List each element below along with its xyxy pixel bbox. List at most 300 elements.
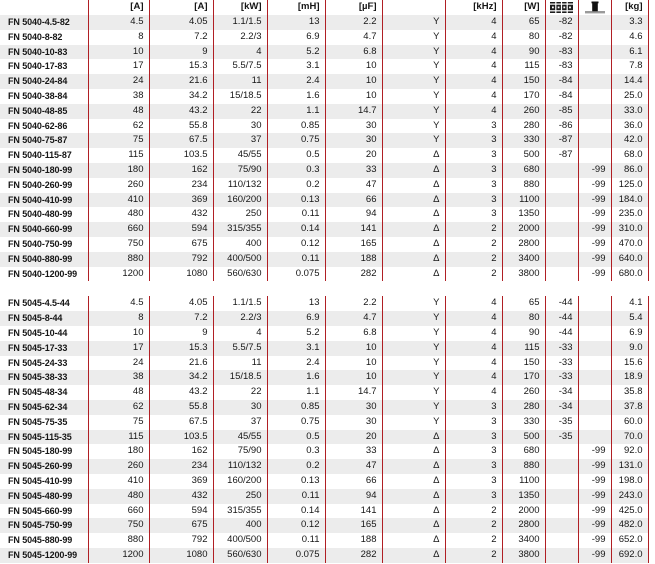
value-cell: Δ: [382, 489, 445, 504]
value-cell: -86: [545, 119, 578, 134]
value-cell: -82: [545, 30, 578, 45]
value-cell: 30: [325, 133, 382, 148]
value-cell: 30: [325, 400, 382, 415]
table-row: [0, 518, 648, 533]
value-cell: 2800: [502, 237, 545, 252]
table-row: [0, 504, 648, 519]
value-cell: 110/132: [213, 459, 267, 474]
value-cell: Y: [382, 45, 445, 60]
value-cell: 400: [213, 518, 267, 533]
part-number-cell: FN 5040-75-87: [0, 133, 88, 148]
part-number-cell: FN 5045-480-99: [0, 489, 88, 504]
value-cell: 1080: [149, 267, 213, 282]
value-cell: -34: [545, 385, 578, 400]
value-cell: 21.6: [149, 356, 213, 371]
value-cell: 14.4: [611, 74, 648, 89]
value-cell: 180: [88, 163, 149, 178]
value-cell: 750: [88, 237, 149, 252]
value-cell: 0.11: [267, 533, 325, 548]
value-cell: 1200: [88, 548, 149, 563]
value-cell: 30: [325, 415, 382, 430]
value-cell: 3: [445, 163, 502, 178]
value-cell: 3: [445, 119, 502, 134]
value-cell: 1.1: [267, 104, 325, 119]
value-cell: -44: [545, 311, 578, 326]
part-number-cell: FN 5045-8-44: [0, 311, 88, 326]
value-cell: 7.8: [611, 59, 648, 74]
value-cell: -99: [578, 222, 611, 237]
value-cell: 1.1/1.5: [213, 15, 267, 30]
value-cell: 480: [88, 489, 149, 504]
value-cell: 6.9: [267, 311, 325, 326]
column-header-derated-current: [A]: [149, 0, 213, 15]
value-cell: 2.2/3: [213, 30, 267, 45]
value-cell: [545, 163, 578, 178]
column-header-connection: [382, 0, 445, 15]
value-cell: 47: [325, 459, 382, 474]
value-cell: 6.8: [325, 45, 382, 60]
value-cell: 48: [88, 104, 149, 119]
value-cell: [578, 370, 611, 385]
value-cell: [578, 45, 611, 60]
value-cell: 2: [445, 518, 502, 533]
value-cell: [545, 489, 578, 504]
value-cell: 131.0: [611, 459, 648, 474]
value-cell: [578, 59, 611, 74]
value-cell: 188: [325, 252, 382, 267]
value-cell: 10: [88, 45, 149, 60]
value-cell: 115: [88, 148, 149, 163]
column-header-inductance: [mH]: [267, 0, 325, 15]
value-cell: 2.4: [267, 74, 325, 89]
value-cell: 652.0: [611, 533, 648, 548]
value-cell: 10: [325, 341, 382, 356]
value-cell: 234: [149, 459, 213, 474]
value-cell: -84: [545, 89, 578, 104]
value-cell: 3: [445, 415, 502, 430]
value-cell: 13: [267, 296, 325, 311]
value-cell: 680: [502, 444, 545, 459]
value-cell: 15.3: [149, 59, 213, 74]
value-cell: [545, 518, 578, 533]
value-cell: 42.0: [611, 133, 648, 148]
value-cell: 62: [88, 400, 149, 415]
value-cell: -99: [578, 163, 611, 178]
value-cell: Y: [382, 15, 445, 30]
value-cell: Δ: [382, 459, 445, 474]
value-cell: [545, 459, 578, 474]
table-row: [0, 163, 648, 178]
value-cell: 1080: [149, 548, 213, 563]
value-cell: 10: [325, 356, 382, 371]
table-row: [0, 267, 648, 282]
value-cell: 3: [445, 207, 502, 222]
value-cell: 880: [502, 459, 545, 474]
value-cell: 180: [88, 444, 149, 459]
value-cell: [578, 356, 611, 371]
value-cell: 37: [213, 415, 267, 430]
value-cell: 3800: [502, 267, 545, 282]
table-row: [0, 252, 648, 267]
value-cell: Δ: [382, 504, 445, 519]
value-cell: 11: [213, 356, 267, 371]
value-cell: 4: [445, 296, 502, 311]
value-cell: 38: [88, 89, 149, 104]
value-cell: [545, 193, 578, 208]
value-cell: -33: [545, 341, 578, 356]
part-number-cell: FN 5040-115-87: [0, 148, 88, 163]
value-cell: 4.7: [325, 311, 382, 326]
value-cell: 20: [325, 430, 382, 445]
value-cell: 184.0: [611, 193, 648, 208]
value-cell: 66: [325, 474, 382, 489]
value-cell: 15.6: [611, 356, 648, 371]
value-cell: 6.9: [267, 30, 325, 45]
value-cell: 2000: [502, 222, 545, 237]
part-number-cell: FN 5040-24-84: [0, 74, 88, 89]
value-cell: 6.1: [611, 45, 648, 60]
value-cell: 310.0: [611, 222, 648, 237]
value-cell: 1200: [88, 267, 149, 282]
filter-spec-table-fn5045: [0, 296, 649, 562]
value-cell: 2: [445, 252, 502, 267]
value-cell: [578, 148, 611, 163]
part-number-cell: FN 5040-480-99: [0, 207, 88, 222]
value-cell: 7.2: [149, 30, 213, 45]
value-cell: 792: [149, 252, 213, 267]
part-number-cell: FN 5045-410-99: [0, 474, 88, 489]
value-cell: 400/500: [213, 533, 267, 548]
value-cell: [578, 326, 611, 341]
value-cell: -99: [578, 533, 611, 548]
value-cell: 165: [325, 237, 382, 252]
value-cell: 17: [88, 59, 149, 74]
value-cell: 162: [149, 163, 213, 178]
value-cell: Δ: [382, 548, 445, 563]
terminal-block-icon: [546, 2, 578, 13]
value-cell: 250: [213, 489, 267, 504]
value-cell: [545, 178, 578, 193]
value-cell: Δ: [382, 252, 445, 267]
value-cell: Y: [382, 74, 445, 89]
value-cell: 0.85: [267, 119, 325, 134]
part-number-cell: FN 5040-660-99: [0, 222, 88, 237]
value-cell: 38: [88, 370, 149, 385]
value-cell: [545, 474, 578, 489]
value-cell: [578, 296, 611, 311]
column-header-weight: [kg]: [611, 0, 648, 15]
value-cell: 4: [445, 385, 502, 400]
value-cell: 8: [88, 311, 149, 326]
value-cell: 13: [267, 15, 325, 30]
value-cell: 10: [325, 74, 382, 89]
value-cell: 234: [149, 178, 213, 193]
value-cell: 170: [502, 89, 545, 104]
value-cell: [578, 15, 611, 30]
value-cell: -44: [545, 296, 578, 311]
value-cell: 692.0: [611, 548, 648, 563]
value-cell: [545, 222, 578, 237]
value-cell: -99: [578, 474, 611, 489]
value-cell: 5.2: [267, 326, 325, 341]
value-cell: 0.11: [267, 207, 325, 222]
value-cell: 4: [445, 74, 502, 89]
value-cell: [578, 89, 611, 104]
value-cell: 5.4: [611, 311, 648, 326]
value-cell: 55.8: [149, 119, 213, 134]
value-cell: Y: [382, 89, 445, 104]
value-cell: 3.3: [611, 15, 648, 30]
table-row: [0, 296, 648, 311]
value-cell: 55.8: [149, 400, 213, 415]
value-cell: 75: [88, 415, 149, 430]
value-cell: 4.05: [149, 296, 213, 311]
part-number-cell: FN 5045-750-99: [0, 518, 88, 533]
value-cell: Δ: [382, 533, 445, 548]
value-cell: 680: [502, 163, 545, 178]
value-cell: 14.7: [325, 385, 382, 400]
value-cell: 1350: [502, 207, 545, 222]
value-cell: [545, 548, 578, 563]
value-cell: 75/90: [213, 444, 267, 459]
value-cell: 33.0: [611, 104, 648, 119]
part-number-cell: FN 5040-410-99: [0, 193, 88, 208]
part-number-cell: FN 5045-180-99: [0, 444, 88, 459]
value-cell: Δ: [382, 518, 445, 533]
value-cell: 5.5/7.5: [213, 59, 267, 74]
value-cell: 22: [213, 104, 267, 119]
value-cell: 67.5: [149, 133, 213, 148]
table-row: [0, 444, 648, 459]
value-cell: Y: [382, 30, 445, 45]
value-cell: 2: [445, 504, 502, 519]
value-cell: 6.8: [325, 326, 382, 341]
value-cell: 9.0: [611, 341, 648, 356]
value-cell: 792: [149, 533, 213, 548]
value-cell: 3: [445, 459, 502, 474]
value-cell: 1350: [502, 489, 545, 504]
value-cell: 330: [502, 133, 545, 148]
value-cell: 3: [445, 400, 502, 415]
value-cell: 24: [88, 356, 149, 371]
value-cell: 660: [88, 222, 149, 237]
value-cell: -84: [545, 74, 578, 89]
value-cell: 35.8: [611, 385, 648, 400]
value-cell: 2.2/3: [213, 311, 267, 326]
value-cell: Δ: [382, 267, 445, 282]
value-cell: 15.3: [149, 341, 213, 356]
part-number-cell: FN 5040-48-85: [0, 104, 88, 119]
table-row: [0, 74, 648, 89]
value-cell: 24: [88, 74, 149, 89]
value-cell: 3.1: [267, 341, 325, 356]
part-number-cell: FN 5045-38-33: [0, 370, 88, 385]
table-row: [0, 207, 648, 222]
table-row: [0, 89, 648, 104]
table-row: [0, 400, 648, 415]
value-cell: 10: [325, 59, 382, 74]
value-cell: 68.0: [611, 148, 648, 163]
value-cell: 0.3: [267, 163, 325, 178]
value-cell: 0.2: [267, 178, 325, 193]
value-cell: 4: [445, 89, 502, 104]
value-cell: 2.2: [325, 296, 382, 311]
table-row: [0, 45, 648, 60]
column-header-switching-freq: [kHz]: [445, 0, 502, 15]
part-number-cell: FN 5045-4.5-44: [0, 296, 88, 311]
value-cell: 115: [502, 341, 545, 356]
value-cell: 36.0: [611, 119, 648, 134]
value-cell: 1.6: [267, 370, 325, 385]
value-cell: Y: [382, 296, 445, 311]
value-cell: 3: [445, 193, 502, 208]
value-cell: 10: [325, 370, 382, 385]
value-cell: -99: [578, 193, 611, 208]
value-cell: 4: [445, 15, 502, 30]
value-cell: 4.7: [325, 30, 382, 45]
value-cell: 369: [149, 193, 213, 208]
value-cell: Y: [382, 370, 445, 385]
value-cell: 425.0: [611, 504, 648, 519]
value-cell: 4.05: [149, 15, 213, 30]
value-cell: -87: [545, 133, 578, 148]
filter-spec-table-fn5040: [0, 0, 649, 281]
value-cell: 90: [502, 326, 545, 341]
value-cell: 880: [502, 178, 545, 193]
value-cell: -33: [545, 370, 578, 385]
value-cell: 4: [445, 356, 502, 371]
value-cell: 1.1: [267, 385, 325, 400]
value-cell: Δ: [382, 193, 445, 208]
value-cell: 86.0: [611, 163, 648, 178]
value-cell: 3400: [502, 252, 545, 267]
value-cell: 45/55: [213, 430, 267, 445]
value-cell: -99: [578, 267, 611, 282]
value-cell: Δ: [382, 222, 445, 237]
value-cell: 62: [88, 119, 149, 134]
value-cell: 3.1: [267, 59, 325, 74]
value-cell: 67.5: [149, 415, 213, 430]
value-cell: 8: [88, 30, 149, 45]
value-cell: Δ: [382, 178, 445, 193]
value-cell: 160/200: [213, 474, 267, 489]
value-cell: 560/630: [213, 267, 267, 282]
table-row: [0, 489, 648, 504]
part-number-cell: FN 5040-8-82: [0, 30, 88, 45]
value-cell: 2.2: [325, 15, 382, 30]
value-cell: 432: [149, 489, 213, 504]
header-row: [0, 0, 648, 15]
value-cell: 43.2: [149, 104, 213, 119]
value-cell: 11: [213, 74, 267, 89]
value-cell: 141: [325, 222, 382, 237]
table-row: [0, 15, 648, 30]
value-cell: 15/18.5: [213, 89, 267, 104]
value-cell: -34: [545, 400, 578, 415]
value-cell: 500: [502, 430, 545, 445]
value-cell: 0.13: [267, 474, 325, 489]
value-cell: 4: [445, 59, 502, 74]
value-cell: 3: [445, 474, 502, 489]
value-cell: 90: [502, 45, 545, 60]
value-cell: 2: [445, 237, 502, 252]
value-cell: 6.9: [611, 326, 648, 341]
column-header-motor-power: [kW]: [213, 0, 267, 15]
value-cell: 9: [149, 45, 213, 60]
value-cell: Y: [382, 385, 445, 400]
value-cell: 3: [445, 178, 502, 193]
part-number-cell: FN 5040-180-99: [0, 163, 88, 178]
value-cell: 4: [213, 326, 267, 341]
value-cell: 9: [149, 326, 213, 341]
value-cell: 3: [445, 444, 502, 459]
bolt-stud-icon: [579, 1, 611, 14]
table-row: [0, 104, 648, 119]
value-cell: Y: [382, 311, 445, 326]
value-cell: -44: [545, 326, 578, 341]
table-row: [0, 548, 648, 563]
value-cell: 0.12: [267, 237, 325, 252]
value-cell: 410: [88, 474, 149, 489]
value-cell: -99: [578, 504, 611, 519]
table-row: [0, 356, 648, 371]
value-cell: 400: [213, 237, 267, 252]
value-cell: 2800: [502, 518, 545, 533]
value-cell: 33: [325, 163, 382, 178]
value-cell: 560/630: [213, 548, 267, 563]
part-number-cell: FN 5040-62-86: [0, 119, 88, 134]
part-number-cell: FN 5040-4.5-82: [0, 15, 88, 30]
value-cell: [578, 400, 611, 415]
value-cell: 21.6: [149, 74, 213, 89]
value-cell: 3800: [502, 548, 545, 563]
table-row: [0, 222, 648, 237]
value-cell: [578, 341, 611, 356]
table-header: [0, 0, 648, 15]
value-cell: 0.2: [267, 459, 325, 474]
value-cell: Δ: [382, 237, 445, 252]
table-body-fn5040: [0, 15, 648, 281]
value-cell: 480: [88, 207, 149, 222]
value-cell: 243.0: [611, 489, 648, 504]
part-number-cell: FN 5040-260-99: [0, 178, 88, 193]
value-cell: 260: [502, 385, 545, 400]
value-cell: 1100: [502, 474, 545, 489]
column-header-power-loss: [W]: [502, 0, 545, 15]
value-cell: 0.075: [267, 548, 325, 563]
value-cell: 315/355: [213, 504, 267, 519]
table-row: [0, 430, 648, 445]
value-cell: 17: [88, 341, 149, 356]
value-cell: 5.2: [267, 45, 325, 60]
value-cell: Y: [382, 356, 445, 371]
value-cell: [545, 533, 578, 548]
value-cell: 115: [88, 430, 149, 445]
value-cell: -99: [578, 207, 611, 222]
value-cell: 4.5: [88, 296, 149, 311]
value-cell: 0.14: [267, 222, 325, 237]
value-cell: 260: [88, 178, 149, 193]
value-cell: 150: [502, 74, 545, 89]
value-cell: -35: [545, 415, 578, 430]
value-cell: 103.5: [149, 430, 213, 445]
value-cell: 3: [445, 148, 502, 163]
value-cell: 280: [502, 400, 545, 415]
value-cell: 1.6: [267, 89, 325, 104]
value-cell: 4.6: [611, 30, 648, 45]
value-cell: 14.7: [325, 104, 382, 119]
value-cell: Δ: [382, 430, 445, 445]
